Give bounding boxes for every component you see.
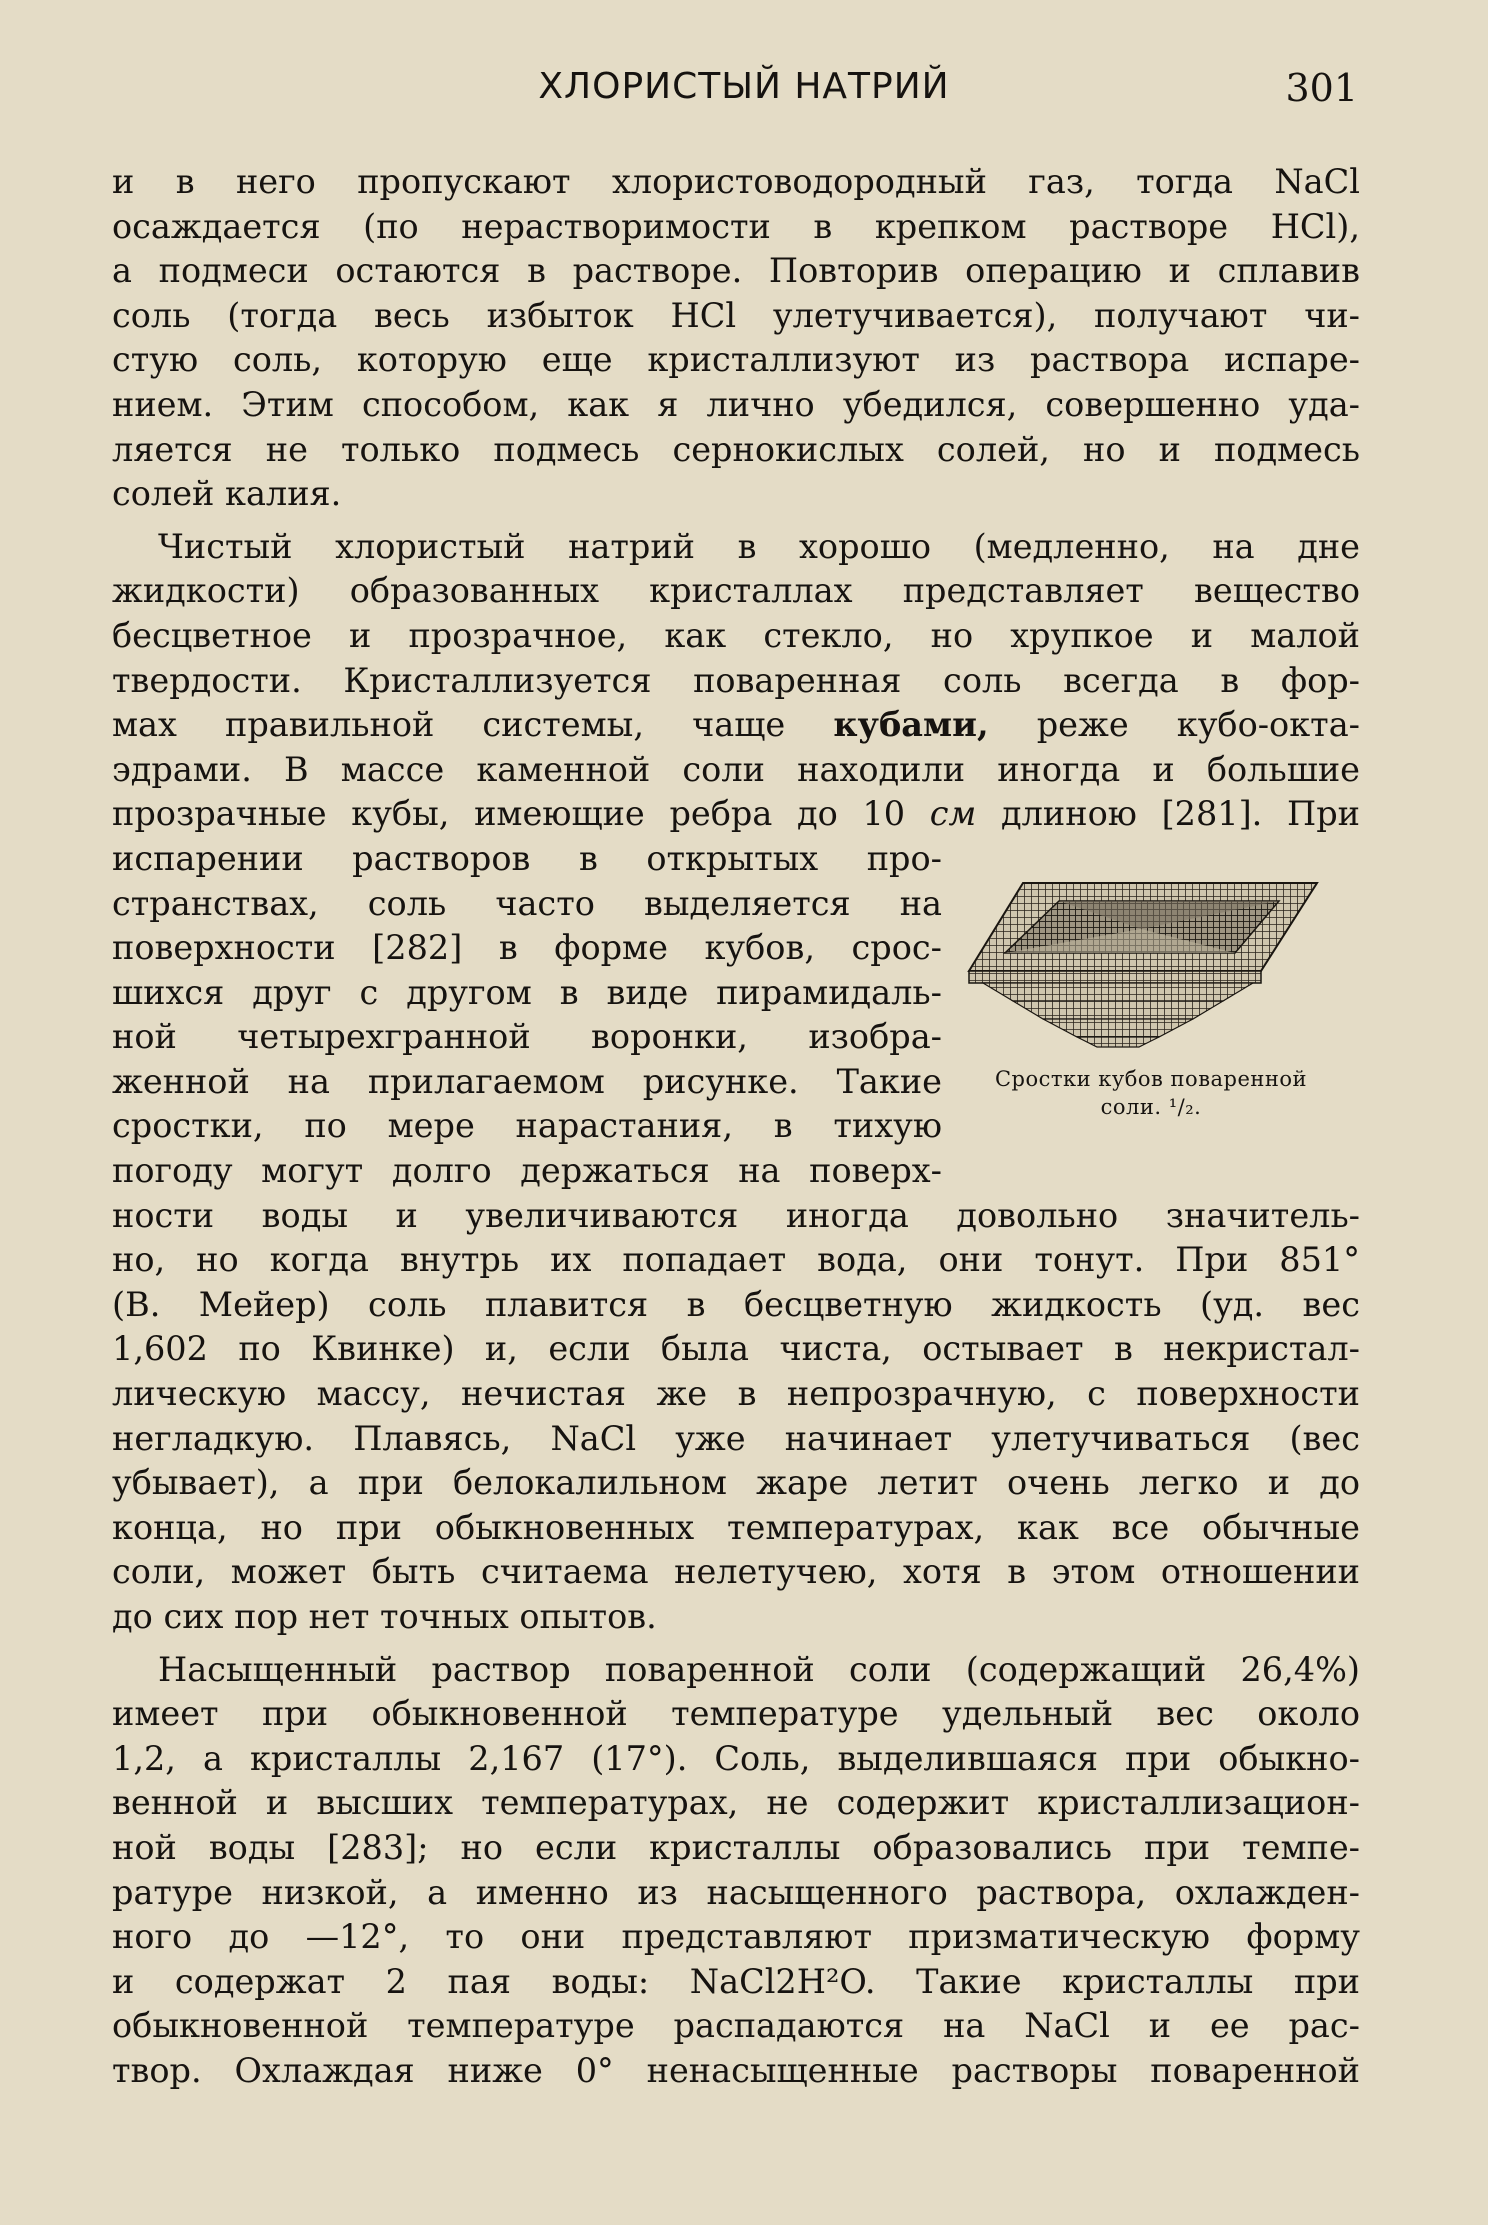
text-line: осаждается (по нерастворимости в крепком растворе HCl), [112,206,1360,246]
text-line: обыкновенной температуре распадаются на NaCl и ее рас- [112,2006,1360,2046]
text-line: а подмеси остаются в растворе. Повторив операцию и сплавив [112,251,1360,291]
paragraph-2 [112,525,1360,1640]
text-line: негладкую. Плавясь, NaCl уже начинает улетучиваться (вес [112,1418,1360,1458]
text-fragment: прозрачные кубы, имеющие ребра до 10 [112,794,930,834]
text-line: соль (тогда весь избыток HCl улетучивается), получают чи- [112,295,1360,335]
text-line: испарении растворов в открытых про- [112,838,942,878]
text-line: соли, может быть считаема нелетучею, хотя в этом отношении [112,1552,1360,1592]
text-line: поверхности [282] в форме кубов, срос- [112,928,942,968]
text-line: Насыщенный раствор поваренной соли (содержащий 26,4%) [158,1649,1360,1689]
text-line: 1,2, а кристаллы 2,167 (17°). Соль, выделившаяся при обыкно- [112,1738,1360,1778]
text-line: солей калия. [112,474,342,514]
page-header [0,66,1488,116]
text-line: конца, но при обыкновенных температурах, как все обычные [112,1507,1360,1547]
bold-term: кубами, [833,705,989,745]
text-line: но, но когда внутрь их попадает вода, они тонут. При 851° [112,1240,1360,1280]
text-line: 1,602 по Квинке) и, если была чиста, остывает в некристал- [112,1329,1360,1369]
salt-hopper-crystal-illustration [961,861,1341,1051]
text-line: нием. Этим способом, как я лично убедился, совершенно уда- [112,384,1360,424]
text-fragment: мах правильной системы, чаще [112,705,834,745]
text-line: погоду могут долго держаться на поверх- [112,1151,942,1191]
text-line: твор. Охлаждая ниже 0° ненасыщенные растворы поваренной [112,2050,1360,2090]
caption-line: Сростки кубов поваренной [994,1066,1308,1091]
caption-line: соли. ¹/₂. [1100,1094,1202,1119]
text-line: ной воды [283]; но если кристаллы образовались при темпе- [112,1827,1360,1867]
text-line: до сих пор нет точных опытов. [112,1597,657,1636]
italic-unit: см [929,794,977,834]
salt-crystal-figure [942,837,1360,1194]
text-line: твердости. Кристаллизуется поваренная соль всегда в фор- [112,660,1360,700]
page-number: 301 [1285,66,1358,110]
text-line: ной четырехгранной воронки, изобра- [112,1017,942,1057]
text-line: стую соль, которую еще кристаллизуют из раствора испаре- [112,340,1360,380]
text-line: жидкости) образованных кристаллах представляет вещество [112,571,1360,611]
text-fragment: реже кубо-окта- [988,705,1360,745]
text-line: имеет при обыкновенной температуре удельный вес около [112,1694,1360,1734]
text-line: бесцветное и прозрачное, как стекло, но хрупкое и малой [112,615,1360,655]
text-line: ратуре низкой, а именно из насыщенного раствора, охлажден- [112,1872,1360,1912]
text-line [112,703,1360,748]
text-line: убывает), а при белокалильном жаре летит очень легко и до [112,1463,1360,1503]
running-title: ХЛОРИСТЫЙ НАТРИЙ [538,66,950,107]
text-line: и содержат 2 пая воды: NaCl2H²O. Такие кристаллы при [112,1961,1360,2001]
wrapped-text [112,837,942,1194]
text-line: эдрами. В массе каменной соли находили иногда и большие [112,749,1360,789]
text-line: ного до —12°, то они представляют призматическую форму [112,1917,1360,1957]
text-line: венной и высших температурах, не содержит кристаллизацион- [112,1783,1360,1823]
text-line: женной на прилагаемом рисунке. Такие [112,1061,942,1101]
figure-caption [995,1065,1307,1121]
page-body [112,160,1360,2094]
paragraph-1 [112,160,1360,517]
text-line: ляется не только подмесь сернокислых солей, но и подмесь [112,429,1360,469]
text-line: лическую массу, нечистая же в непрозрачную, с поверхности [112,1374,1360,1414]
text-line: (В. Мейер) соль плавится в бесцветную жидкость (уд. вес [112,1284,1360,1324]
text-line: странствах, соль часто выделяется на [112,883,942,923]
paragraph-3 [112,1648,1360,2094]
text-fragment: длиною [281]. При [976,794,1360,834]
text-line: шихся друг с другом в виде пирамидаль- [112,972,942,1012]
text-line: сростки, по мере нарастания, в тихую [112,1106,942,1146]
figure-wrap-zone [112,837,1360,1194]
text-line: Чистый хлористый натрий в хорошо (медленно, на дне [158,526,1360,566]
text-line [112,792,1360,837]
text-line: и в него пропускают хлористоводородный газ, тогда NaCl [112,162,1360,201]
text-line: ности воды и увеличиваются иногда довольно значитель- [112,1195,1360,1235]
